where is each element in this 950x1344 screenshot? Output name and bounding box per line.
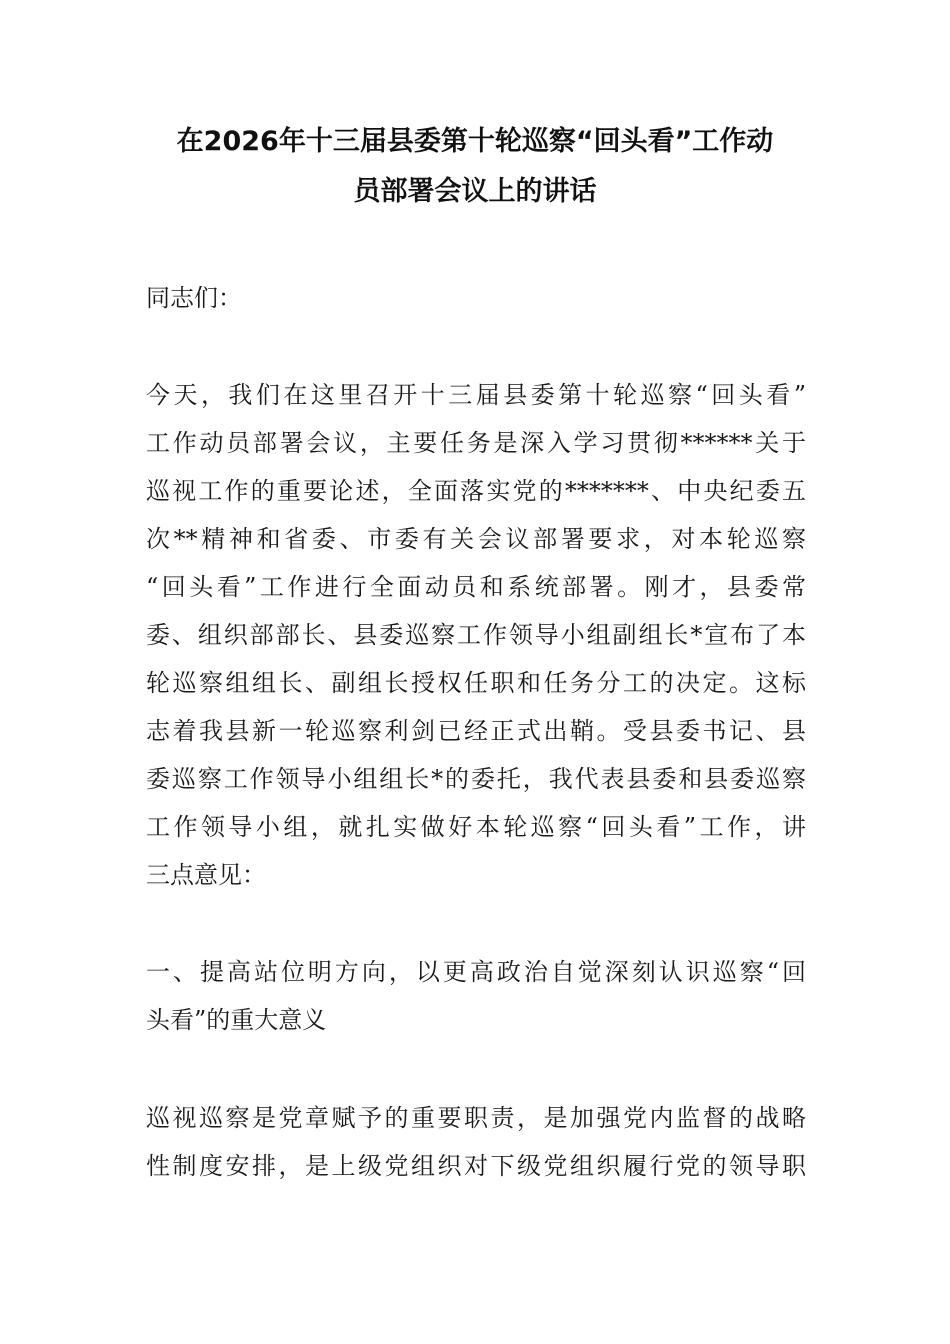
paragraph-1-line: 委巡察工作领导小组组长*的委托，我代表县委和县委巡察 <box>146 765 806 793</box>
section-heading-line: 一、提高站位明方向，以更高政治自觉深刻认识巡察“回 <box>146 958 806 986</box>
paragraph-1-line: 今天，我们在这里召开十三届县委第十轮巡察“回头看” <box>146 381 806 409</box>
paragraph-1-line: 工作领导小组，就扎实做好本轮巡察“回头看”工作，讲 <box>146 813 806 841</box>
section-heading-line: 头看”的重大意义 <box>146 1006 327 1034</box>
paragraph-1-line: 次**精神和省委、市委有关会议部署要求，对本轮巡察 <box>146 525 806 553</box>
document-title-line-1: 在2026年十三届县委第十轮巡察“回头看”工作动 <box>176 126 774 157</box>
paragraph-1-line: 巡视工作的重要论述，全面落实党的*******、中央纪委五 <box>146 477 806 505</box>
paragraph-1-line: “回头看”工作进行全面动员和系统部署。刚才，县委常 <box>146 573 806 601</box>
salutation: 同志们： <box>146 284 242 312</box>
paragraph-2-line: 性制度安排，是上级党组织对下级党组织履行党的领导职 <box>146 1152 806 1180</box>
paragraph-1-line: 三点意见： <box>146 861 266 889</box>
paragraph-1-line: 委、组织部部长、县委巡察工作领导小组副组长*宣布了本 <box>146 621 806 649</box>
paragraph-1-line: 工作动员部署会议，主要任务是深入学习贯彻******关于 <box>146 429 806 457</box>
document-title-line-2: 员部署会议上的讲话 <box>353 176 597 207</box>
paragraph-2-line: 巡视巡察是党章赋予的重要职责，是加强党内监督的战略 <box>146 1104 806 1132</box>
paragraph-1-line: 轮巡察组组长、副组长授权任职和任务分工的决定。这标 <box>146 669 806 697</box>
paragraph-1-line: 志着我县新一轮巡察利剑已经正式出鞘。受县委书记、县 <box>146 717 806 745</box>
